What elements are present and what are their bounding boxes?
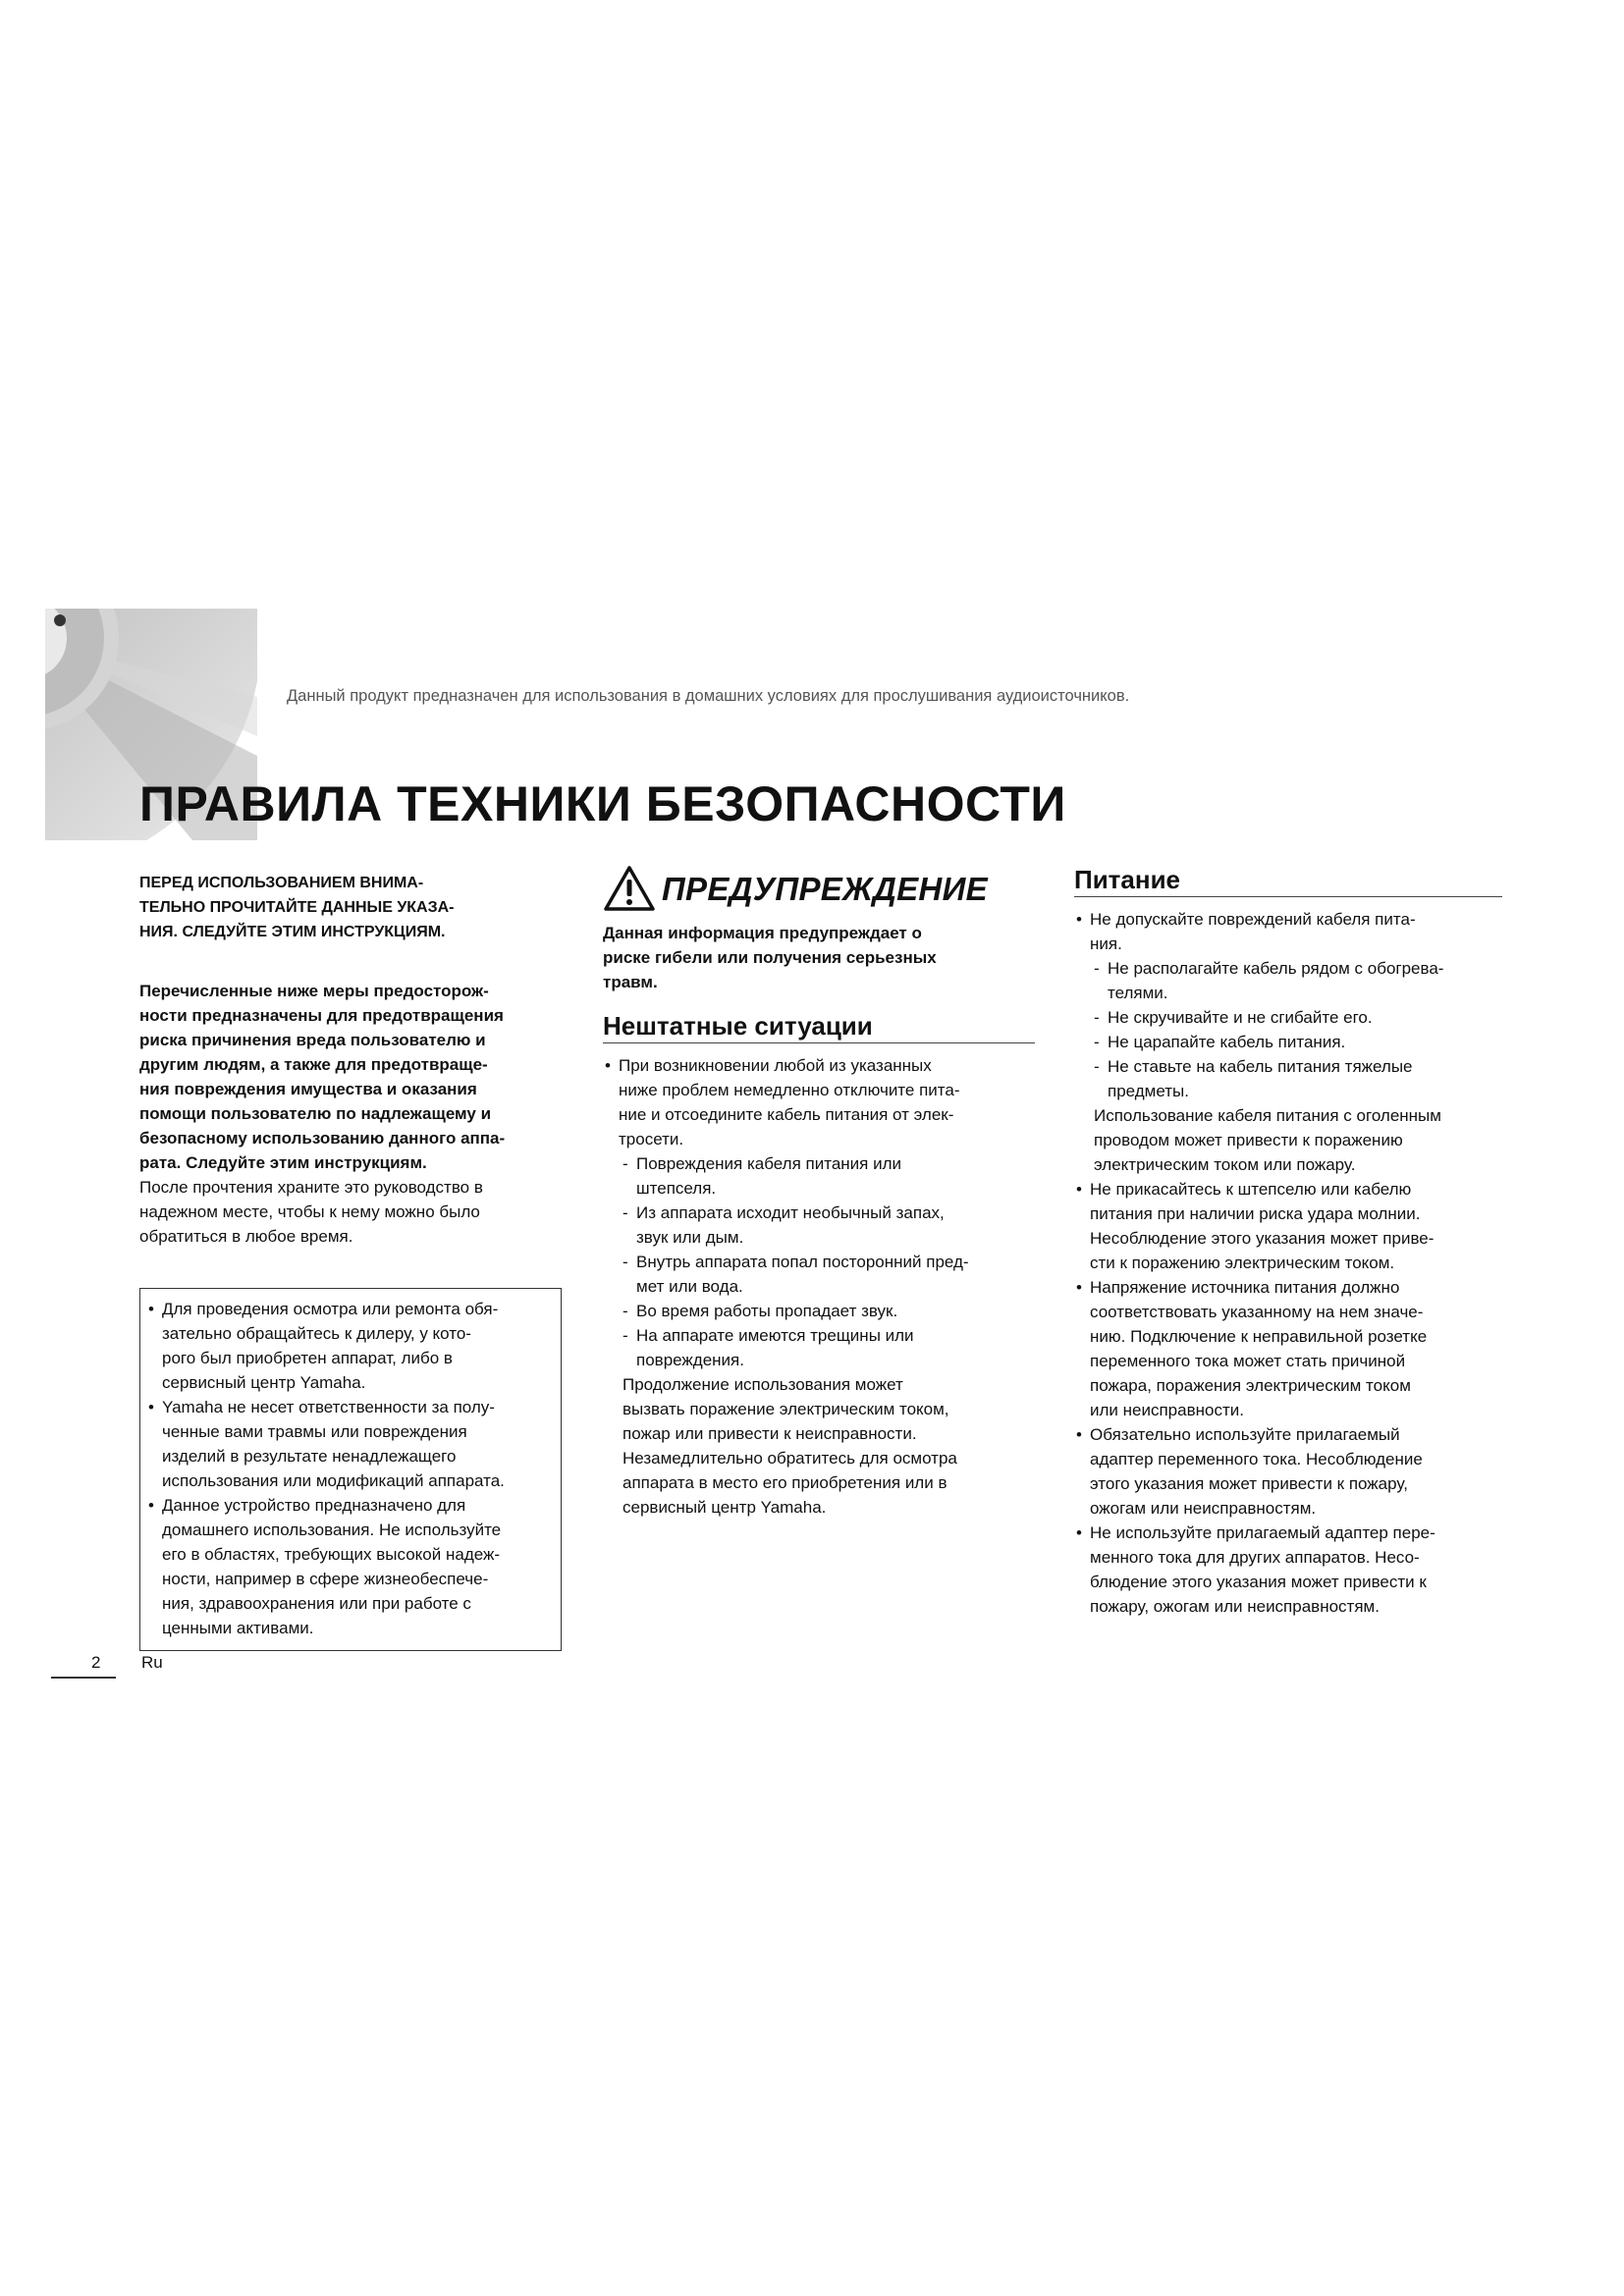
precautions-paragraph: Перечисленные ниже меры предосторож- ности предназначены для предотвращения риска причинения вреда пользователю и другим людям, а также для предотвраще- ния повреждения имущества и оказания помощи пользователю по надлежащему и безопасному использованию данного аппа- рата. Следуйте этим инструкциям.	[139, 982, 506, 1172]
list-item: • Не используйте прилагаемый адаптер пере- менного тока для других аппаратов. Несо- блюдение этого указания может привести к пожару, ожогам или неисправностям.	[1076, 1523, 1435, 1616]
sub-list-item: - На аппарате имеются трещины или повреждения.	[623, 1326, 914, 1369]
page-language: Ru	[141, 1653, 163, 1672]
column-2	[603, 864, 1035, 1520]
column-1	[139, 871, 562, 1651]
sub-list-item: - Повреждения кабеля питания или штепселя.	[623, 1154, 902, 1198]
sub-list-item: - Не ставьте на кабель питания тяжелые предметы.	[1094, 1057, 1413, 1100]
column-3	[1074, 864, 1502, 1619]
list-item: • Данное устройство предназначено для домашнего использования. Не используйте его в областях, требующих высокой надеж- ности, например в сфере жизнеобеспече- ния, здравоохранения или при работе с ценными активами.	[148, 1496, 502, 1637]
list-item: • Не допускайте повреждений кабеля пита- ния.	[1076, 910, 1416, 953]
section-title-emergency: Нештатные ситуации	[603, 1014, 1035, 1043]
emergency-note: Продолжение использования может вызвать поражение электрическим током, пожар или привести к неисправности. Незамедлительно обратитесь для осмотра аппарата в место его приобретения или в сервисный центр Yamaha.	[623, 1375, 957, 1517]
sub-list-item: - Во время работы пропадает звук.	[623, 1302, 898, 1320]
sub-list-item: - Не скручивайте и не сгибайте его.	[1094, 1008, 1373, 1027]
section-title-power: Питание	[1074, 868, 1502, 897]
warning-title: ПРЕДУПРЕЖДЕНИЕ	[662, 870, 988, 907]
list-item: • Yamaha не несет ответственности за полу- ченные вами травмы или повреждения изделий в результате ненадлежащего использования или модификаций аппарата.	[148, 1398, 505, 1490]
page-number: 2	[91, 1653, 101, 1672]
warning-triangle-icon	[603, 865, 656, 912]
keep-manual-paragraph: После прочтения храните это руководство в надежном месте, чтобы к нему можно было обратиться в любое время.	[139, 1178, 483, 1246]
warning-description: Данная информация предупреждает о риске гибели или получения серьезных травм.	[603, 924, 937, 991]
notice-box	[139, 1288, 562, 1651]
list-item: • Не прикасайтесь к штепселю или кабелю питания при наличии риска удара молнии. Несоблюдение этого указания может приве- сти к поражению электрическим током.	[1076, 1180, 1435, 1272]
intro-text: Данный продукт предназначен для использования в домашних условиях для прослушивания аудиоисточников.	[287, 687, 1130, 705]
list-item: • При возникновении любой из указанных ниже проблем немедленно отключите пита- ние и отсоедините кабель питания от элек- тросети.	[605, 1056, 960, 1148]
sub-list-item: - Не располагайте кабель рядом с обогрева- телями.	[1094, 959, 1444, 1002]
caps-notice: ПЕРЕД ИСПОЛЬЗОВАНИЕМ ВНИМА- ТЕЛЬНО ПРОЧИТАЙТЕ ДАННЫЕ УКАЗА- НИЯ. СЛЕДУЙТЕ ЭТИМ ИНСТРУКЦИЯМ.	[139, 875, 455, 940]
sub-list-item: - Внутрь аппарата попал посторонний пред- мет или вода.	[623, 1253, 969, 1296]
sub-list-item: - Не царапайте кабель питания.	[1094, 1033, 1346, 1051]
list-item: • Обязательно используйте прилагаемый адаптер переменного тока. Несоблюдение этого указания может привести к пожару, ожогам или неисправностям.	[1076, 1425, 1423, 1518]
sub-list-item: - Из аппарата исходит необычный запах, звук или дым.	[623, 1203, 945, 1247]
warning-header	[603, 864, 1035, 913]
cable-note: Использование кабеля питания с оголенным проводом может привести к поражению электрическим током или пожару.	[1094, 1106, 1441, 1174]
footer-rule	[51, 1677, 116, 1679]
list-item: • Для проведения осмотра или ремонта обя- зательно обращайтесь к дилеру, у кото- рого был приобретен аппарат, либо в сервисный центр Yamaha.	[148, 1300, 499, 1392]
page-title: ПРАВИЛА ТЕХНИКИ БЕЗОПАСНОСТИ	[139, 776, 1066, 831]
list-item: • Напряжение источника питания должно соответствовать указанному на нем значе- нию. Подключение к неправильной розетке переменного тока может стать причиной пожара, поражения электрическим током или неисправности.	[1076, 1278, 1428, 1419]
